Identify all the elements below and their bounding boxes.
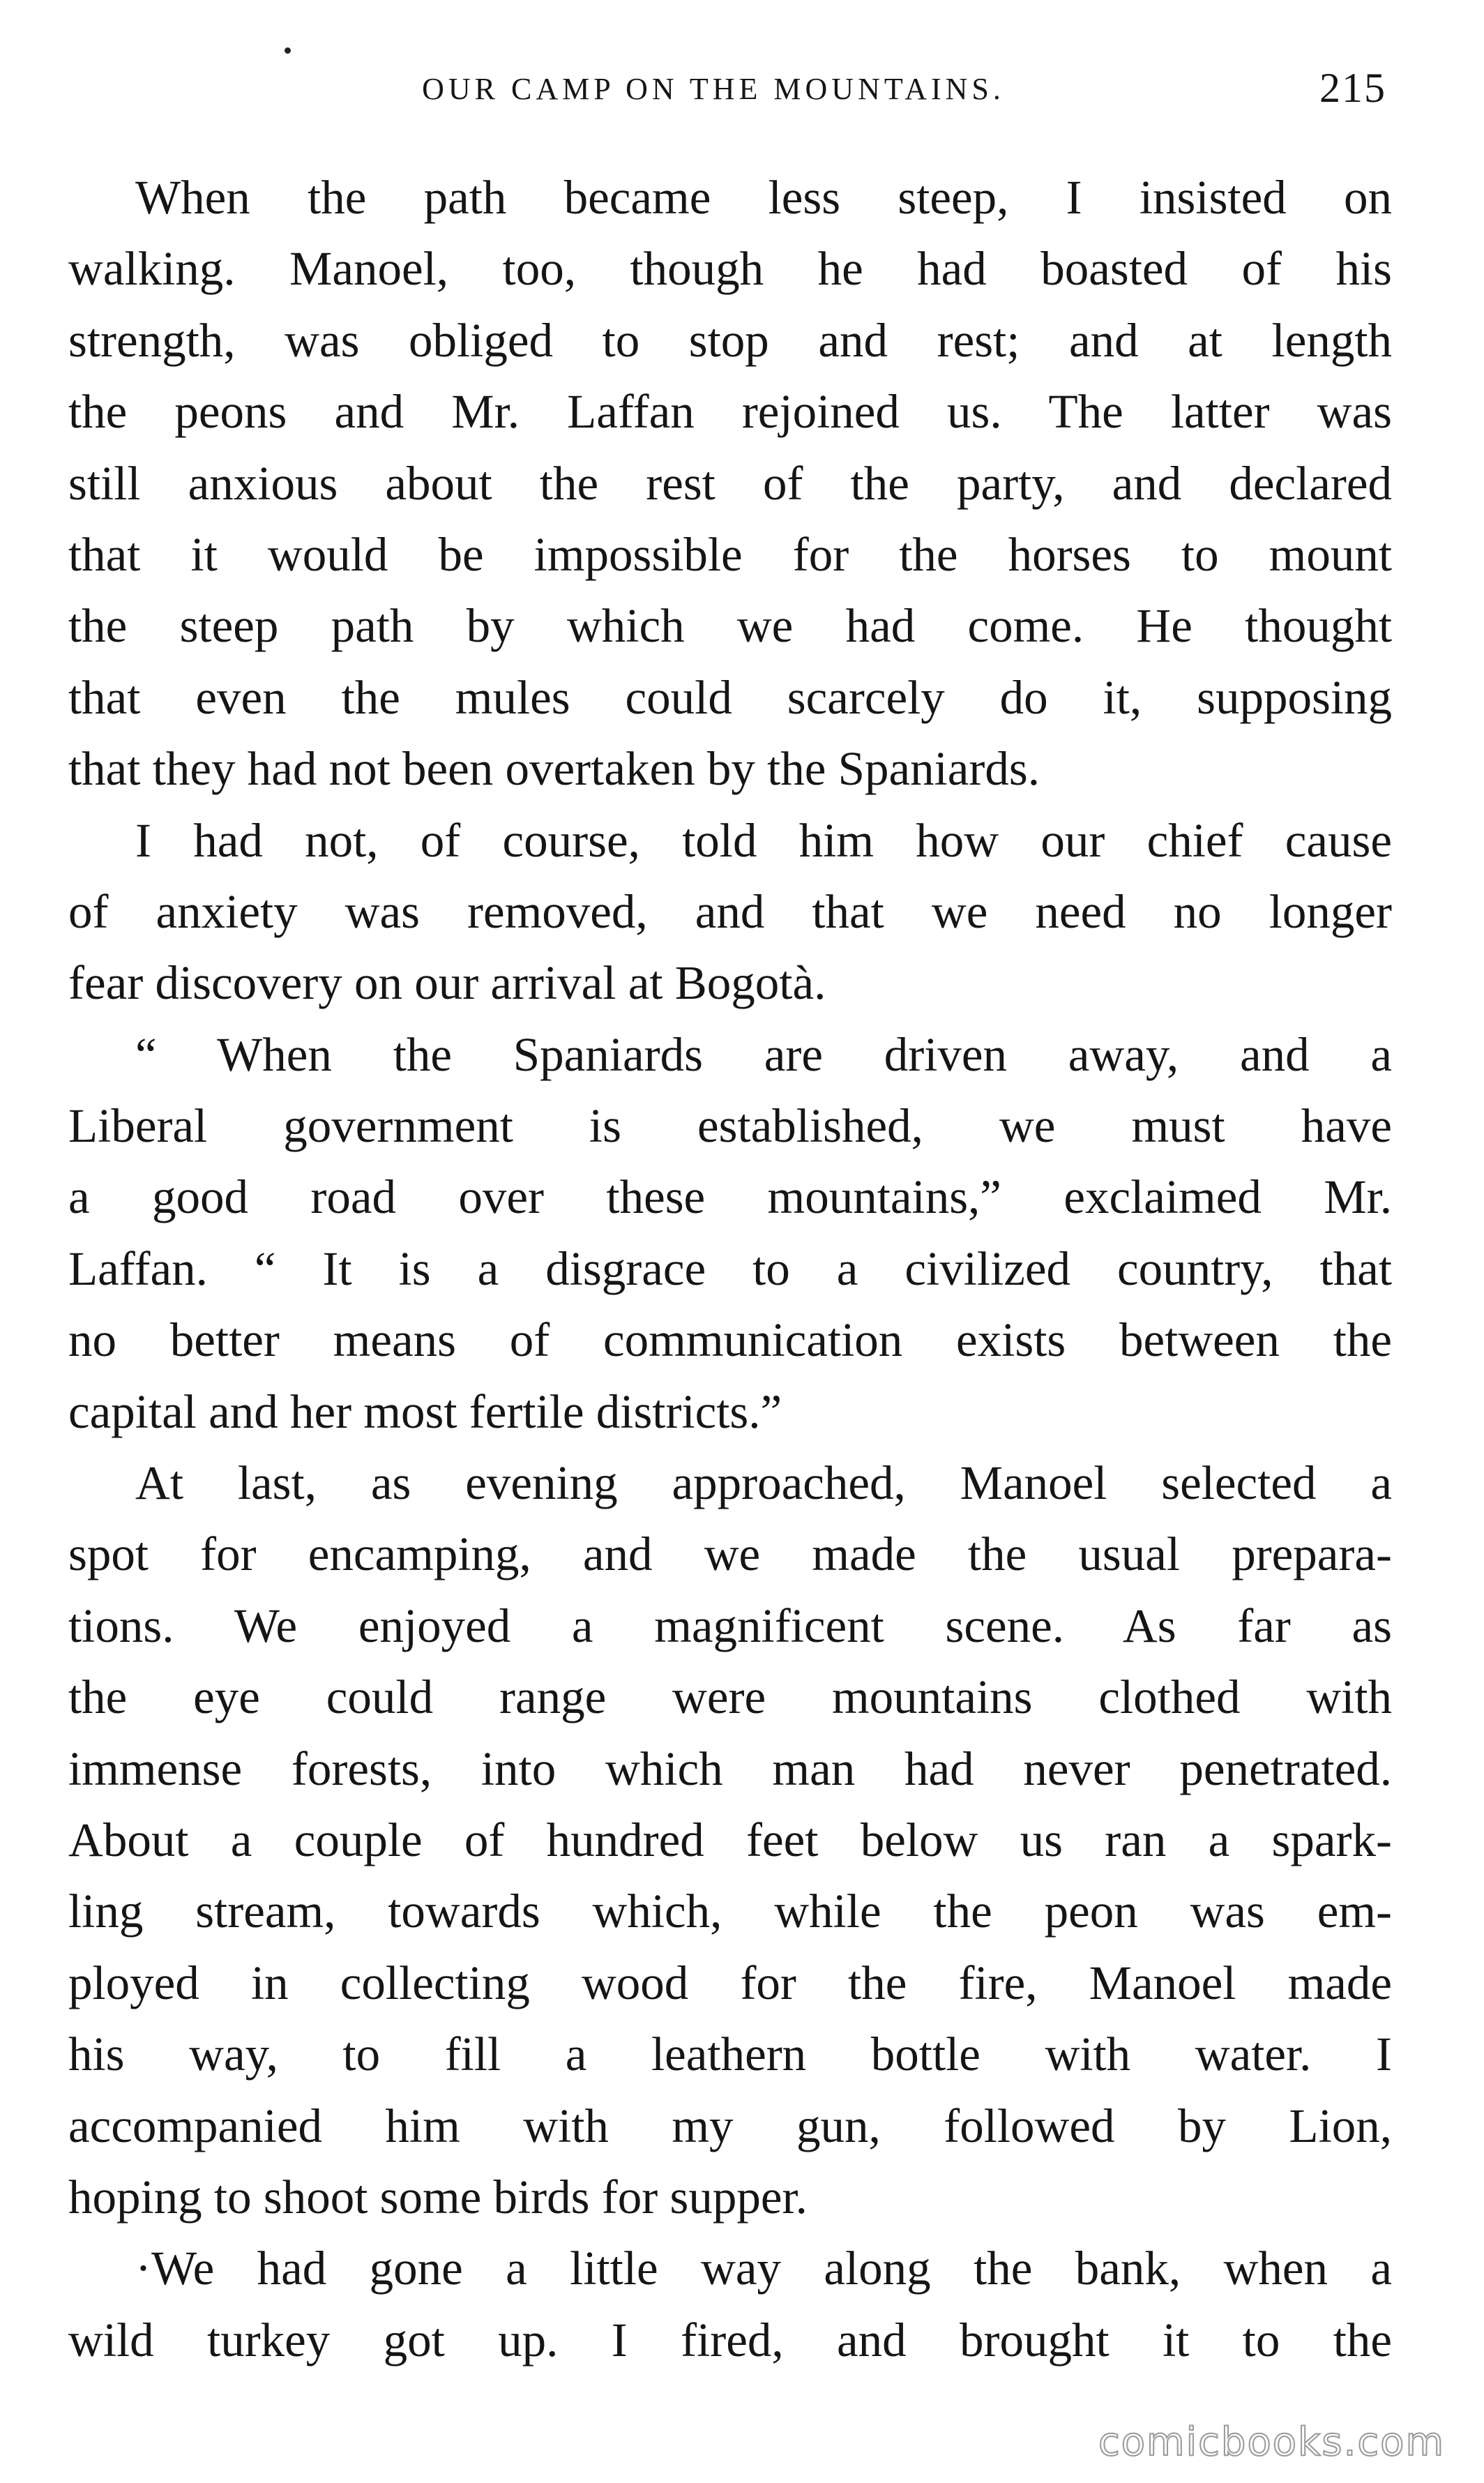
text-line: ·We had gone a little way along the bank, when a bbox=[135, 2242, 1392, 2295]
text-line: no better means of communication exists between the bbox=[68, 1313, 1392, 1367]
text-line: of anxiety was removed, and that we need no longer bbox=[68, 884, 1392, 938]
text-line: ling stream, towards which, while the peon was em- bbox=[68, 1885, 1392, 1938]
running-header bbox=[68, 64, 1386, 127]
text-line: strength, was obliged to stop and rest; and at length bbox=[68, 313, 1392, 367]
paragraph bbox=[68, 1447, 1392, 2233]
body-text bbox=[68, 162, 1392, 2376]
paragraph bbox=[68, 162, 1392, 805]
text-line: that it would be impossible for the horses to mount bbox=[68, 527, 1392, 581]
text-line: wild turkey got up. I fired, and brought it to the bbox=[68, 2313, 1392, 2367]
text-line: capital and her most fertile districts.” bbox=[68, 1384, 782, 1438]
text-line: When the path became less steep, I insisted on bbox=[135, 171, 1392, 224]
text-line: tions. We enjoyed a magnificent scene. As far as bbox=[68, 1599, 1392, 1652]
text-line: still anxious about the rest of the party, and declared bbox=[68, 456, 1392, 510]
text-line: ployed in collecting wood for the fire, Manoel made bbox=[68, 1956, 1392, 2009]
text-line: his way, to fill a leathern bottle with water. I bbox=[68, 2028, 1392, 2081]
text-line: Laffan. “ It is a disgrace to a civilized country, that bbox=[68, 1242, 1392, 1295]
text-line: I had not, of course, told him how our chief cause bbox=[135, 813, 1392, 867]
watermark: comicbooks.com bbox=[1098, 2420, 1445, 2465]
text-line: immense forests, into which man had never penetrated. bbox=[68, 1742, 1392, 1795]
text-line: that even the mules could scarcely do it, supposing bbox=[68, 670, 1392, 724]
running-title: OUR CAMP ON THE MOUNTAINS. bbox=[422, 72, 1005, 106]
text-line: a good road over these mountains,” exclaimed Mr. bbox=[68, 1170, 1392, 1224]
text-line: accompanied him with my gun, followed by Lion, bbox=[68, 2099, 1392, 2152]
text-line: that they had not been overtaken by the Spaniards. bbox=[68, 742, 1040, 796]
text-line: the steep path by which we had come. He thought bbox=[68, 599, 1392, 653]
text-line: Liberal government is established, we must have bbox=[68, 1099, 1392, 1153]
text-line: fear discovery on our arrival at Bogotà. bbox=[68, 956, 826, 1010]
text-line: hoping to shoot some birds for supper. bbox=[68, 2170, 808, 2224]
paragraph bbox=[68, 2233, 1392, 2376]
text-line: the eye could range were mountains clothed with bbox=[68, 1670, 1392, 1724]
text-line: At last, as evening approached, Manoel selected a bbox=[135, 1456, 1392, 1510]
text-line: walking. Manoel, too, though he had boasted of his bbox=[68, 242, 1392, 296]
print-speck bbox=[285, 47, 291, 54]
text-line: About a couple of hundred feet below us ran a spark- bbox=[68, 1813, 1392, 1866]
paragraph bbox=[68, 805, 1392, 1019]
text-line: spot for encamping, and we made the usual prepara- bbox=[68, 1527, 1392, 1581]
text-line: “ When the Spaniards are driven away, and a bbox=[135, 1027, 1392, 1081]
page-number: 215 bbox=[1319, 65, 1386, 111]
text-line: the peons and Mr. Laffan rejoined us. The latter was bbox=[68, 385, 1392, 439]
paragraph bbox=[68, 1019, 1392, 1447]
